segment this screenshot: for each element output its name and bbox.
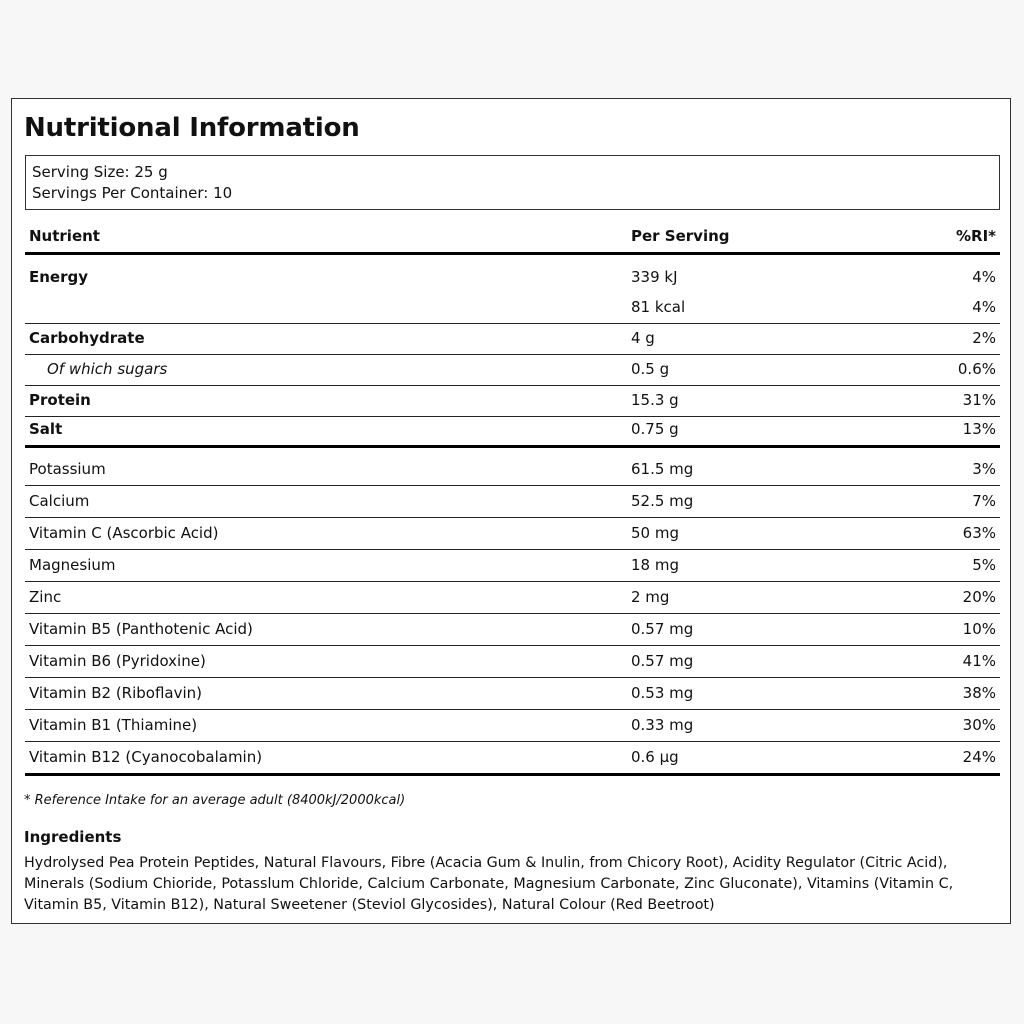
nutrient-value: 0.33 mg (631, 716, 694, 734)
table-row (25, 486, 1000, 518)
header-nutrient: Nutrient (29, 227, 100, 245)
nutrient-ri: 3% (972, 460, 996, 478)
table-row (25, 355, 1000, 386)
header-per-serving: Per Serving (631, 227, 730, 245)
nutrient-label: Zinc (29, 588, 62, 606)
nutrient-label: Potassium (29, 460, 106, 478)
table-row (25, 646, 1000, 678)
nutrient-ri: 13% (962, 420, 996, 438)
nutrient-label: Vitamin B1 (Thiamine) (29, 716, 198, 734)
nutrient-label: Salt (29, 420, 63, 438)
nutrient-value: 0.5 g (631, 360, 670, 378)
nutrient-ri: 41% (962, 652, 996, 670)
nutrient-value: 0.53 mg (631, 684, 694, 702)
nutrition-label-panel (11, 98, 1011, 924)
nutrient-value: 339 kJ (631, 268, 678, 286)
table-row (25, 417, 1000, 448)
nutrient-value: 15.3 g (631, 391, 679, 409)
nutrient-value: 81 kcal (631, 298, 686, 316)
table-row (25, 678, 1000, 710)
header-ri: %RI* (955, 227, 996, 245)
nutrient-ri: 20% (962, 588, 996, 606)
nutrient-ri: 0.6% (957, 360, 996, 378)
nutrient-label: Of which sugars (47, 360, 168, 378)
page-title: Nutritional Information (24, 113, 360, 143)
table-row-energy-kj (25, 255, 1000, 293)
table-row (25, 582, 1000, 614)
nutrient-ri: 5% (972, 556, 996, 574)
nutrient-value: 18 mg (631, 556, 679, 574)
nutrient-value: 61.5 mg (631, 460, 694, 478)
nutrient-ri: 31% (962, 391, 996, 409)
table-header-row (25, 219, 1000, 255)
table-row (25, 742, 1000, 776)
nutrient-value: 0.6 µg (631, 748, 679, 766)
nutrient-label: Vitamin B6 (Pyridoxine) (29, 652, 206, 670)
serving-size: Serving Size: 25 g (32, 163, 168, 181)
nutrient-ri: 38% (962, 684, 996, 702)
table-row (25, 386, 1000, 417)
nutrient-ri: 63% (962, 524, 996, 542)
table-row (25, 324, 1000, 355)
nutrient-value: 50 mg (631, 524, 679, 542)
nutrient-label: Energy (29, 268, 89, 286)
nutrient-ri: 10% (962, 620, 996, 638)
nutrient-value: 2 mg (631, 588, 670, 606)
reference-intake-footnote: * Reference Intake for an average adult (8400kJ/2000kcal) (24, 793, 406, 808)
nutrient-value: 0.75 g (631, 420, 679, 438)
ingredients-title: Ingredients (24, 828, 122, 846)
nutrient-label: Calcium (29, 492, 90, 510)
nutrient-label: Protein (29, 391, 91, 409)
table-row (25, 710, 1000, 742)
nutrient-value: 0.57 mg (631, 620, 694, 638)
nutrition-table (25, 219, 1000, 776)
ingredients-text: Hydrolysed Pea Protein Peptides, Natural Flavours, Fibre (Acacia Gum & Inulin, from Chicory Root), Acidity Regulator (Citric Acid), Minerals (Sodium Chioride, Potasslum Chloride, Calcium Carbonate, Magnesium Carbonate, Zinc Gluconate), Vitamins (Vitamin C, Vitamin B5, Vitamin B12), Natural Sweetener (Steviol Glycosides), Natural Colour (Red Beetroot) (24, 855, 954, 913)
nutrient-value: 0.57 mg (631, 652, 694, 670)
nutrient-label: Vitamin B5 (Panthotenic Acid) (29, 620, 253, 638)
nutrient-ri: 4% (972, 298, 996, 316)
nutrient-label: Vitamin C (Ascorbic Acid) (29, 524, 219, 542)
table-row (25, 550, 1000, 582)
table-row (25, 448, 1000, 486)
nutrient-ri: 4% (972, 268, 996, 286)
nutrient-label: Vitamin B12 (Cyanocobalamin) (29, 748, 263, 766)
nutrient-label: Carbohydrate (29, 329, 145, 347)
nutrient-value: 4 g (631, 329, 655, 347)
table-row (25, 614, 1000, 646)
servings-per-container: Servings Per Container: 10 (32, 184, 233, 202)
nutrient-label: Vitamin B2 (Riboflavin) (29, 684, 203, 702)
nutrient-ri: 24% (962, 748, 996, 766)
nutrient-ri: 30% (962, 716, 996, 734)
nutrient-ri: 2% (972, 329, 996, 347)
nutrient-label: Magnesium (29, 556, 116, 574)
table-row (25, 518, 1000, 550)
serving-info-box (25, 155, 1000, 210)
nutrient-value: 52.5 mg (631, 492, 694, 510)
table-row-energy-kcal (25, 293, 1000, 324)
nutrient-ri: 7% (972, 492, 996, 510)
